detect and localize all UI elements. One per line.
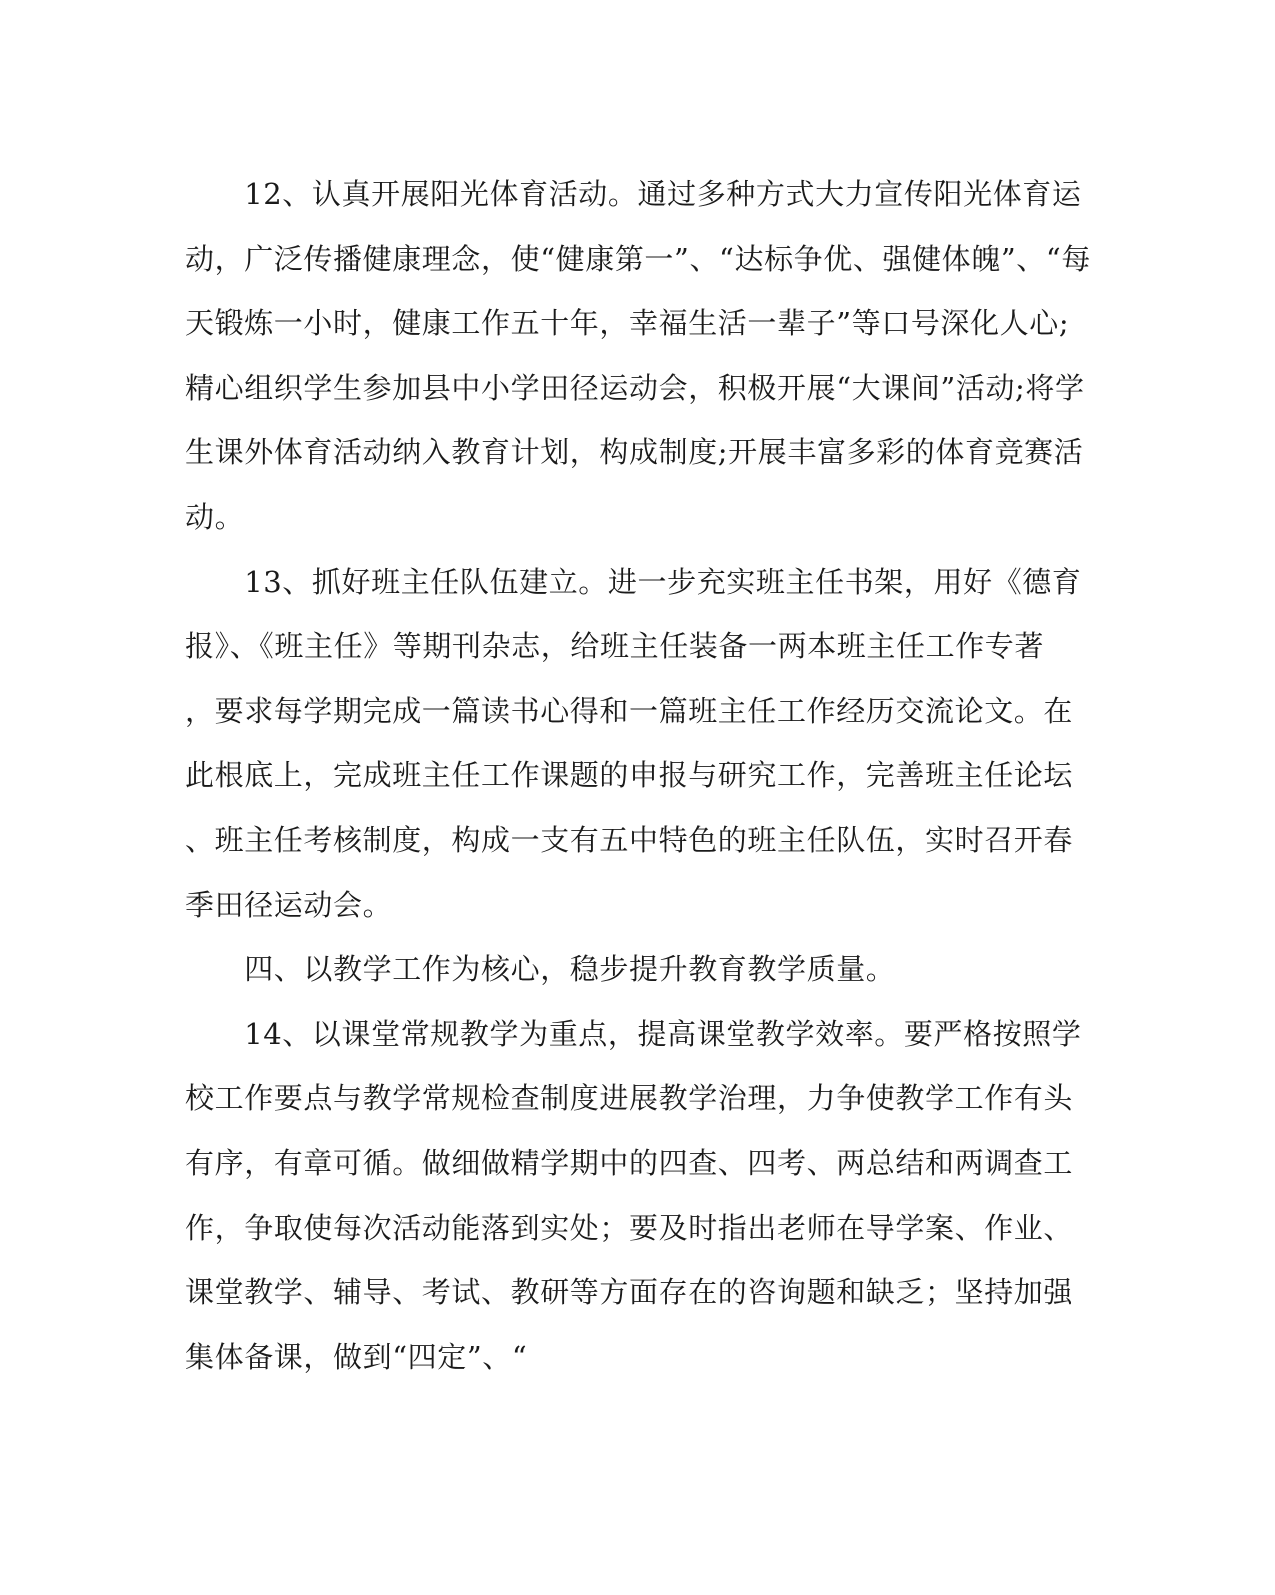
- text-line: 四、以教学工作为核心，稳步提升教育教学质量。: [185, 952, 896, 987]
- text-line: 12、认真开展阳光体育活动。通过多种方式大力宣传阳光体育运: [185, 177, 1082, 211]
- document-body: [185, 162, 1091, 1389]
- text-line: 此根底上，完成班主任工作课题的申报与研究工作，完善班主任论坛: [185, 758, 1074, 793]
- text-line: 天锻炼一小时，健康工作五十年，幸福生活一辈子”等口号深化人心;: [185, 306, 1070, 341]
- text-line: 动，广泛传播健康理念，使“健康第一”、“达标争优、强健体魄”、“每: [185, 241, 1091, 276]
- text-line: 14、以课堂常规教学为重点，提高课堂教学效率。要严格按照学: [185, 1016, 1082, 1051]
- text-line: 作，争取使每次活动能落到实处；要及时指出老师在导学案、作业、: [185, 1210, 1074, 1245]
- text-line: 有序，有章可循。做细做精学期中的四查、四考、两总结和两调查工: [185, 1145, 1074, 1180]
- text-line: 、班主任考核制度，构成一支有五中特色的班主任队伍，实时召开春: [185, 822, 1074, 857]
- text-line: 生课外体育活动纳入教育计划，构成制度;开展丰富多彩的体育竞赛活: [185, 435, 1084, 470]
- text-line: 13、抓好班主任队伍建立。进一步充实班主任书架，用好《德育: [185, 564, 1082, 599]
- text-line: 集体备课，做到“四定”、“: [185, 1339, 528, 1374]
- text-line: 动。: [185, 499, 245, 534]
- text-line: 校工作要点与教学常规检查制度进展教学治理，力争使教学工作有头: [185, 1081, 1074, 1116]
- text-line: 精心组织学生参加县中小学田径运动会，积极开展“大课间”活动;将学: [185, 370, 1085, 405]
- text-line: 报》、《班主任》等期刊杂志，给班主任装备一两本班主任工作专著: [185, 629, 1045, 664]
- text-line: 季田径运动会。: [185, 887, 393, 922]
- text-line: ，要求每学期完成一篇读书心得和一篇班主任工作经历交流论文。在: [185, 693, 1074, 728]
- text-line: 课堂教学、辅导、考试、教研等方面存在的咨询题和缺乏；坚持加强: [185, 1275, 1074, 1310]
